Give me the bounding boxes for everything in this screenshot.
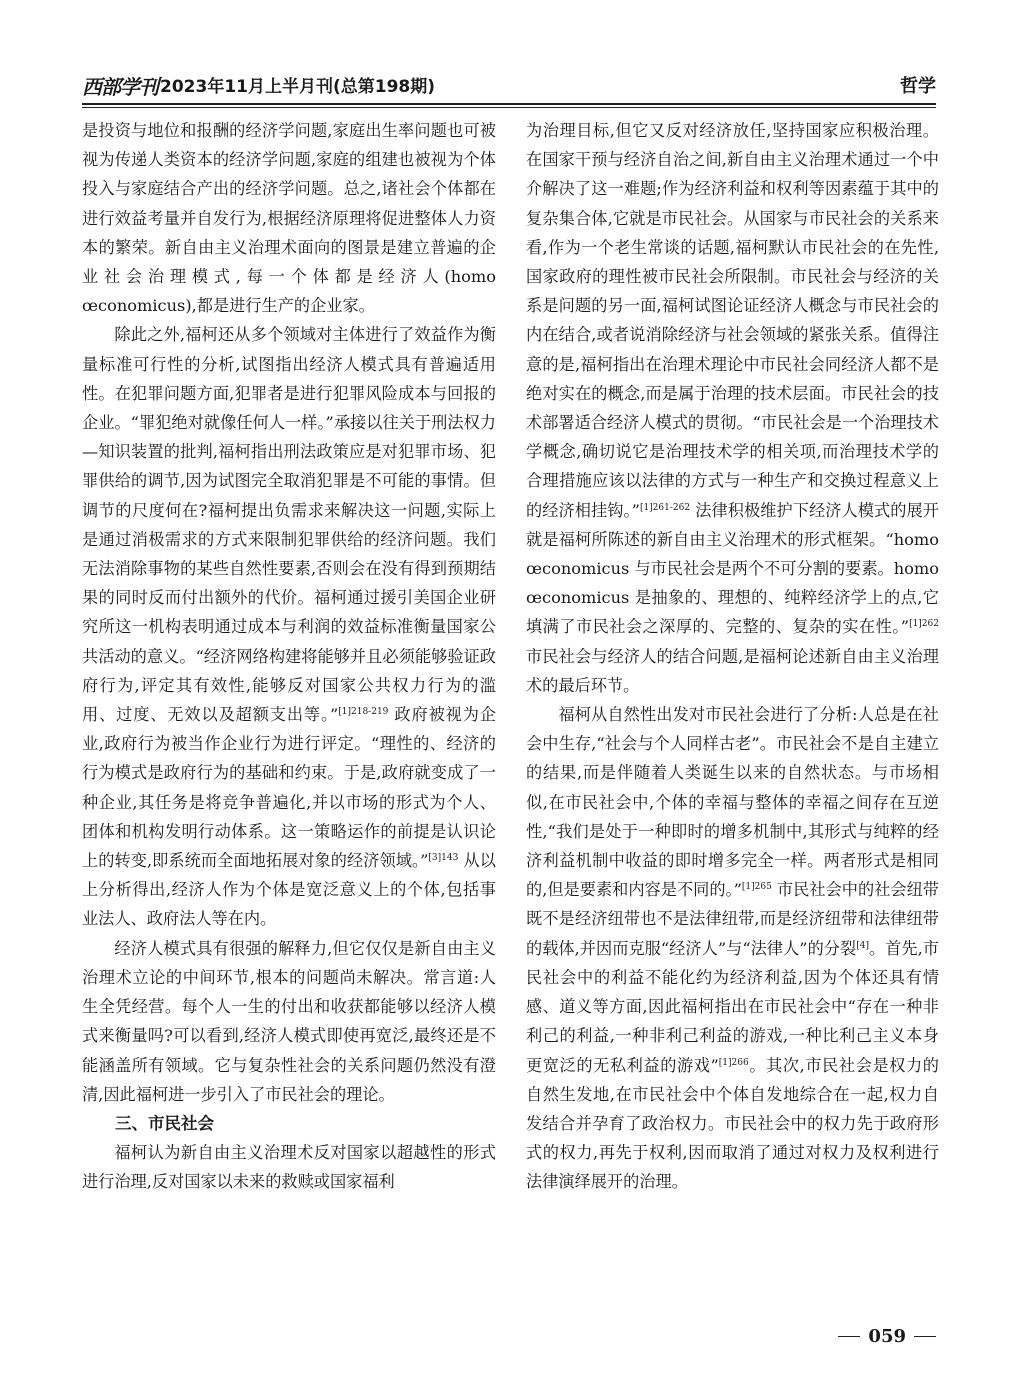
- dash-right: [914, 1336, 936, 1338]
- dash-left: [838, 1336, 860, 1338]
- text-run: 除此之外,福柯还从多个领域对主体进行了效益作为衡量标准可行性的分析,试图指出经济人模式具有普遍适用性。在犯罪问题方面,犯罪者是进行犯罪风险成本与回报的企业。“罪犯绝对就像任何人一样。”承接以往关于刑法权力—知识装置的批判,福柯指出刑法政策应是对犯罪市场、犯罪供给的调节,因为试图完全取消犯罪是不可能的事情。但调节的尺度何在?福柯提出负需求来解决这一问题,实际上是通过消极需求的方式来限制犯罪供给的经济问题。我们无法消除事物的某些自然性要素,否则会在没有得到预期结果的同时反而付出额外的代价。福柯通过援引美国企业研究所这一机构表明通过成本与利润的效益标准衡量国家公共活动的意义。“经济网络构建将能够并且必须能够验证政府行为,评定其有效性,能够反对国家公共权力行为的滥用、过度、无效以及超额支出等。”: [82, 325, 496, 725]
- text-run: 市民社会与经济人的结合问题,是福柯论述新自由主义治理术的最后环节。: [526, 646, 939, 695]
- section-name: 哲学: [900, 76, 936, 97]
- citation: [1]218-219: [338, 707, 389, 718]
- citation: [4]: [856, 940, 869, 951]
- paragraph: [82, 320, 496, 933]
- paragraph: [526, 116, 939, 700]
- text-run: 从以上分析得出,经济人作为个体是宽泛意义上的个体,包括事业法人、政府法人等在内。: [82, 851, 496, 929]
- left-column: [82, 116, 496, 1197]
- text-run: 。其次,市民社会是权力的自然生发地,在市民社会中个体自发地综合在一起,权力自发结合并孕育了政治权力。市民社会中的权力先于政府形式的权力,再先于权利,因而取消了通过对权力及权利进行法律演绎展开的治理。: [526, 1055, 939, 1192]
- text-run: 政府被视为企业,政府行为被当作企业行为进行评定。“理性的、经济的行为模式是政府行为的基础和约束。于是,政府就变成了一种企业,其任务是将竞争普遍化,并以市场的形式为个人、团体和机构发明行动体系。这一策略运作的前提是认识论上的转变,即系统而全面地拓展对象的经济领域。”: [82, 705, 496, 871]
- text-run: 为治理目标,但它又反对经济放任,坚持国家应积极治理。在国家干预与经济自治之间,新自由主义治理术通过一个中介解决了这一难题;作为经济利益和权利等因素蕴于其中的复杂集合体,它就是市民社会。从国家与市民社会的关系来看,作为一个老生常谈的话题,福柯默认市民社会的在先性,国家政府的理性被市民社会所限制。市民社会与经济的关系是问题的另一面,福柯试图论证经济人概念与市民社会的内在结合,或者说消除经济与社会领域的紧张关系。值得注意的是,福柯指出在治理术理论中市民社会同经济人都不是绝对实在的概念,而是属于治理的技术层面。市民社会的技术部署适合经济人模式的贯彻。“市民社会是一个治理技术学概念,确切说它是治理技术学的相关项,而治理技术学的合理措施应该以法律的方式与一种生产和交换过程意义上的经济相挂钩。”: [526, 121, 939, 520]
- citation: [3]143: [428, 853, 459, 864]
- citation: [1]262: [909, 619, 939, 630]
- running-header: [82, 72, 936, 98]
- paragraph: 福柯认为新自由主义治理术反对国家以超越性的形式进行治理,反对国家以未来的救赎或国家福利: [82, 1143, 496, 1192]
- citation: [1]265: [741, 882, 772, 893]
- page-number-text: 059: [868, 1326, 906, 1347]
- paragraph: [526, 700, 939, 1196]
- right-column: [526, 116, 939, 1197]
- journal-info: [82, 76, 435, 98]
- header-rule-thin: [82, 107, 936, 108]
- paragraph: 是投资与地位和报酬的经济学问题,家庭出生率问题也可被视为传递人类资本的经济学问题,家庭的组建也被视为个体投入与家庭结合产出的经济学问题。总之,诸社会个体都在进行效益考量并自发行为,根据经济原理将促进整体人力资本的繁荣。新自由主义治理术面向的图景是建立普遍的企业社会治理模式,每一个体都是经济人(homo œconomicus),都是进行生产的企业家。: [82, 121, 496, 316]
- journal-logo: 西部学刊: [82, 75, 158, 99]
- header-rule: [82, 103, 936, 105]
- text-run: 福柯从自然性出发对市民社会进行了分析:人总是在社会中生存,“社会与个人同样古老”。市民社会不是自主建立的结果,而是伴随着人类诞生以来的自然状态。与市场相似,在市民社会中,个体的幸福与整体的幸福之间存在互逆性,“我们是处于一种即时的增多机制中,其形式与纯粹的经济利益机制中收益的即时增多完全一样。两者形式是相同的,但是要素和内容是不同的。”: [526, 705, 939, 900]
- text-run: 法律积极维护下经济人模式的展开就是福柯所陈述的新自由主义治理术的形式框架。“homo œconomicus 与市民社会是两个不可分割的要素。homo œconomicus 是抽象的、理想的、纯粹经济学上的点,它填满了市民社会之深厚的、完整的、复杂的实在性。”: [526, 500, 939, 637]
- paragraph: 经济人模式具有很强的解释力,但它仅仅是新自由主义治理术立论的中间环节,根本的问题尚未解决。常言道:人生全凭经营。每个人一生的付出和收获都能够以经济人模式来衡量吗?可以看到,经济人模式即使再宽泛,最终还是不能涵盖所有领域。它与复杂性社会的关系问题仍然没有澄清,因此福柯进一步引入了市民社会的理论。: [82, 938, 496, 1104]
- text-run: 。首先,市民社会中的利益不能化约为经济利益,因为个体还具有情感、道义等方面,因此福柯指出在市民社会中“存在一种非利己的利益,一种非利己利益的游戏,一种比利己主义本身更宽泛的无私利益的游戏”: [526, 938, 939, 1075]
- citation: [1]261-262: [639, 502, 691, 513]
- section-heading: 三、市民社会: [115, 1113, 214, 1133]
- page-number: [838, 1326, 936, 1347]
- text-run: 市民社会中的社会纽带既不是经济纽带也不是法律纽带,而是经济纽带和法律纽带的载体,并因而克服“经济人”与“法律人”的分裂: [526, 880, 939, 958]
- citation: [1]266: [718, 1057, 749, 1068]
- issue-label: 2023年11月上半月刊(总第198期): [160, 77, 435, 97]
